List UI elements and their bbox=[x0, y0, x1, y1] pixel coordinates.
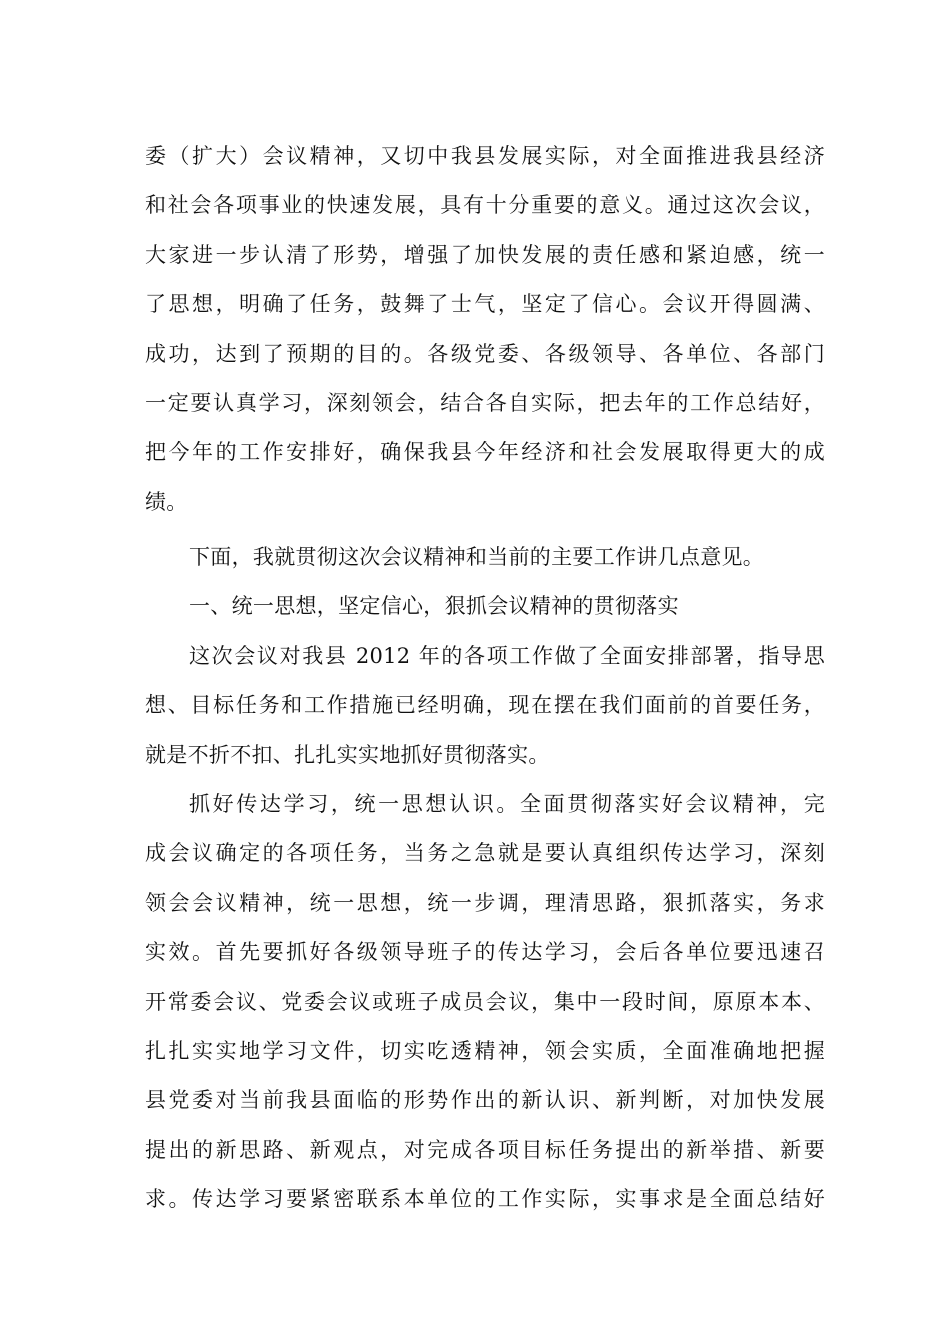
text-line: 成功，达到了预期的目的。各级党委、各级领导、各单位、各部门 bbox=[145, 341, 825, 366]
text-line: 开常委会议、党委会议或班子成员会议，集中一段时间，原原本本、 bbox=[145, 989, 825, 1014]
section-heading: 一、统一思想，坚定信心，狠抓会议精神的贯彻落实 bbox=[189, 594, 679, 619]
paragraph-intro-and-heading bbox=[145, 533, 825, 632]
text-line: 实效。首先要抓好各级领导班子的传达学习，会后各单位要迅速召 bbox=[145, 940, 825, 965]
paragraph-implementation-task bbox=[145, 632, 825, 780]
text-line: 下面，我就贯彻这次会议精神和当前的主要工作讲几点意见。 bbox=[189, 545, 765, 569]
text-line: 领会会议精神，统一思想，统一步调，理清思路，狠抓落实，务求 bbox=[145, 890, 825, 915]
text-line: 想、目标任务和工作措施已经明确，现在摆在我们面前的首要任务， bbox=[145, 693, 825, 718]
text-line: 绩。 bbox=[145, 489, 188, 514]
text-line: 抓好传达学习，统一思想认识。全面贯彻落实好会议精神，完 bbox=[189, 792, 825, 816]
text-line: 就是不折不扣、扎扎实实地抓好贯彻落实。 bbox=[145, 742, 550, 767]
paragraph-study-and-communication bbox=[145, 780, 825, 1225]
text-line: 一定要认真学习，深刻领会，结合各自实际，把去年的工作总结好， bbox=[145, 390, 825, 415]
text-line: 和社会各项事业的快速发展，具有十分重要的意义。通过这次会议， bbox=[145, 193, 825, 218]
text-line: 委（扩大）会议精神，又切中我县发展实际，对全面推进我县经济 bbox=[145, 144, 825, 168]
text-line: 求。传达学习要紧密联系本单位的工作实际，实事求是全面总结好 bbox=[145, 1187, 825, 1212]
text-line: 成会议确定的各项任务，当务之急就是要认真组织传达学习，深刻 bbox=[145, 841, 825, 866]
text-line: 把今年的工作安排好，确保我县今年经济和社会发展取得更大的成 bbox=[145, 440, 825, 465]
text-line: 扎扎实实地学习文件，切实吃透精神，领会实质，全面准确地把握 bbox=[145, 1038, 825, 1063]
text-line: 这次会议对我县 2012 年的各项工作做了全面安排部署，指导思 bbox=[189, 644, 825, 668]
text-line: 大家进一步认清了形势，增强了加快发展的责任感和紧迫感，统一 bbox=[145, 242, 825, 267]
paragraph-meeting-significance bbox=[145, 132, 825, 527]
text-line: 县党委对当前我县面临的形势作出的新认识、新判断，对加快发展 bbox=[145, 1088, 825, 1113]
text-line: 了思想，明确了任务，鼓舞了士气，坚定了信心。会议开得圆满、 bbox=[145, 292, 825, 317]
text-line: 提出的新思路、新观点，对完成各项目标任务提出的新举措、新要 bbox=[145, 1137, 825, 1162]
